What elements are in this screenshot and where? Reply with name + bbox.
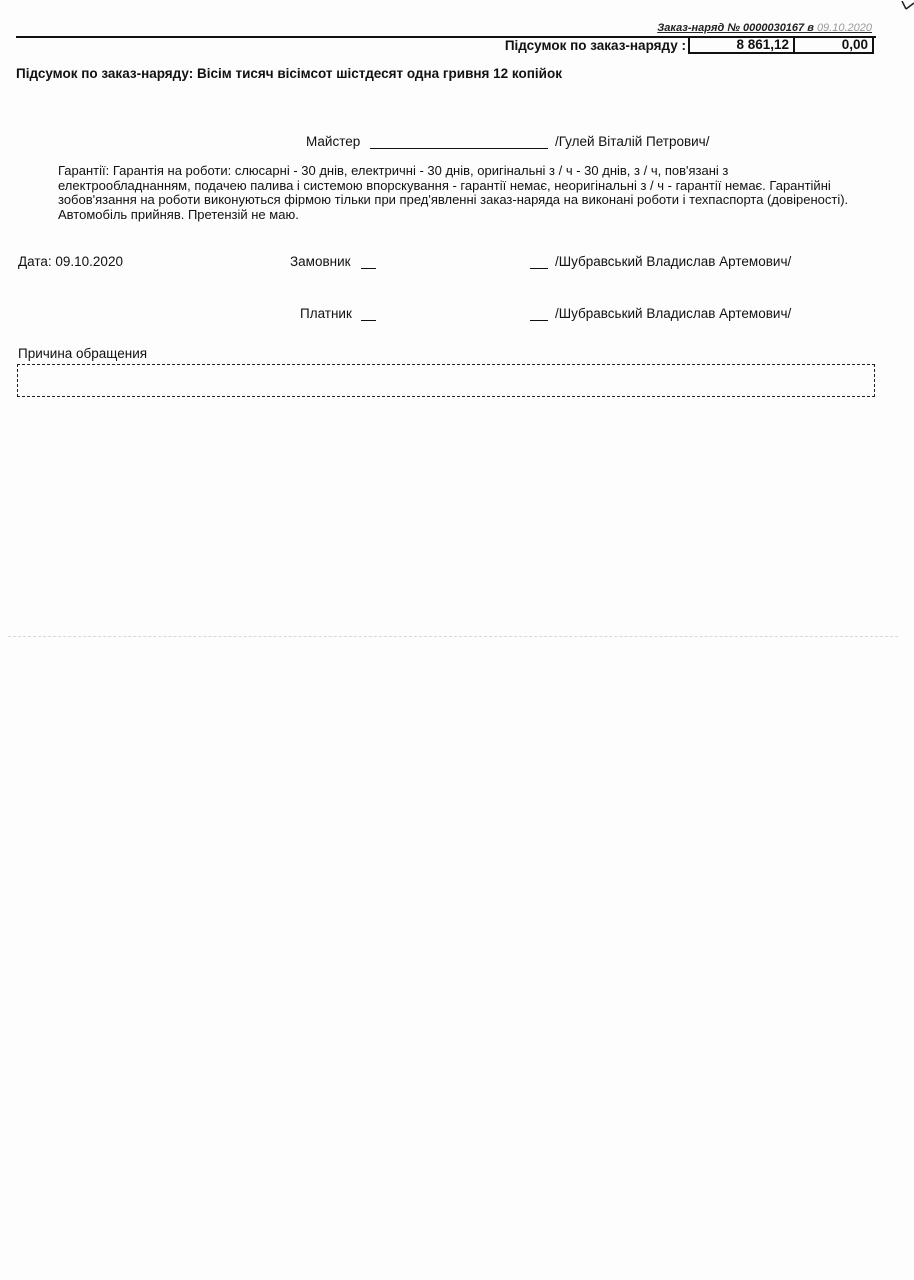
payer-label: Платник xyxy=(300,306,352,321)
total-in-words: Підсумок по заказ-наряду: Вісім тисяч вісімсот шістдесят одна гривня 12 копійок xyxy=(16,66,562,81)
customer-signature-dash xyxy=(361,268,376,269)
master-signature-line xyxy=(370,148,548,149)
reason-box xyxy=(17,364,875,397)
total-amount: 8 861,12 xyxy=(690,36,795,52)
payer-signature-dash-2 xyxy=(530,320,548,321)
guarantee-text: Гарантії: Гарантія на роботи: слюсарні - 30 днів, електричні - 30 днів, оригінальні з / ч - 30 днів, з / ч, пов'язані з електрообладнанням, подачею палива і системою впорскування - гарантії немає, неоригінальні з / ч - гарантії немає. Гарантійні зобов'язання на роботи виконуються фірмою тільки при пред'явленні заказ-наряда на виконані роботи і техпаспорта (довіреності). Автомобіль прийняв. Претензій не маю. xyxy=(58,163,849,222)
master-label: Майстер xyxy=(306,134,361,149)
customer-label: Замовник xyxy=(290,254,351,269)
total-second-amount: 0,00 xyxy=(841,37,868,52)
page-corner-mark xyxy=(900,0,914,12)
total-box xyxy=(688,36,874,54)
order-reference xyxy=(657,22,872,34)
customer-name: /Шубравський Владислав Артемович/ xyxy=(555,254,792,269)
customer-signature-dash-2 xyxy=(530,268,548,269)
order-ref-text: Заказ-наряд № 0000030167 в xyxy=(657,22,814,34)
master-name: /Гулей Віталій Петрович/ xyxy=(555,134,710,149)
reason-label: Причина обращения xyxy=(18,346,148,361)
order-ref-date: 09.10.2020 xyxy=(816,22,872,34)
total-label: Підсумок по заказ-наряду : xyxy=(504,38,686,53)
payer-signature-dash xyxy=(361,320,376,321)
paper-fold-line xyxy=(8,636,898,637)
payer-name: /Шубравський Владислав Артемович/ xyxy=(555,306,792,321)
document-date: Дата: 09.10.2020 xyxy=(18,254,123,269)
